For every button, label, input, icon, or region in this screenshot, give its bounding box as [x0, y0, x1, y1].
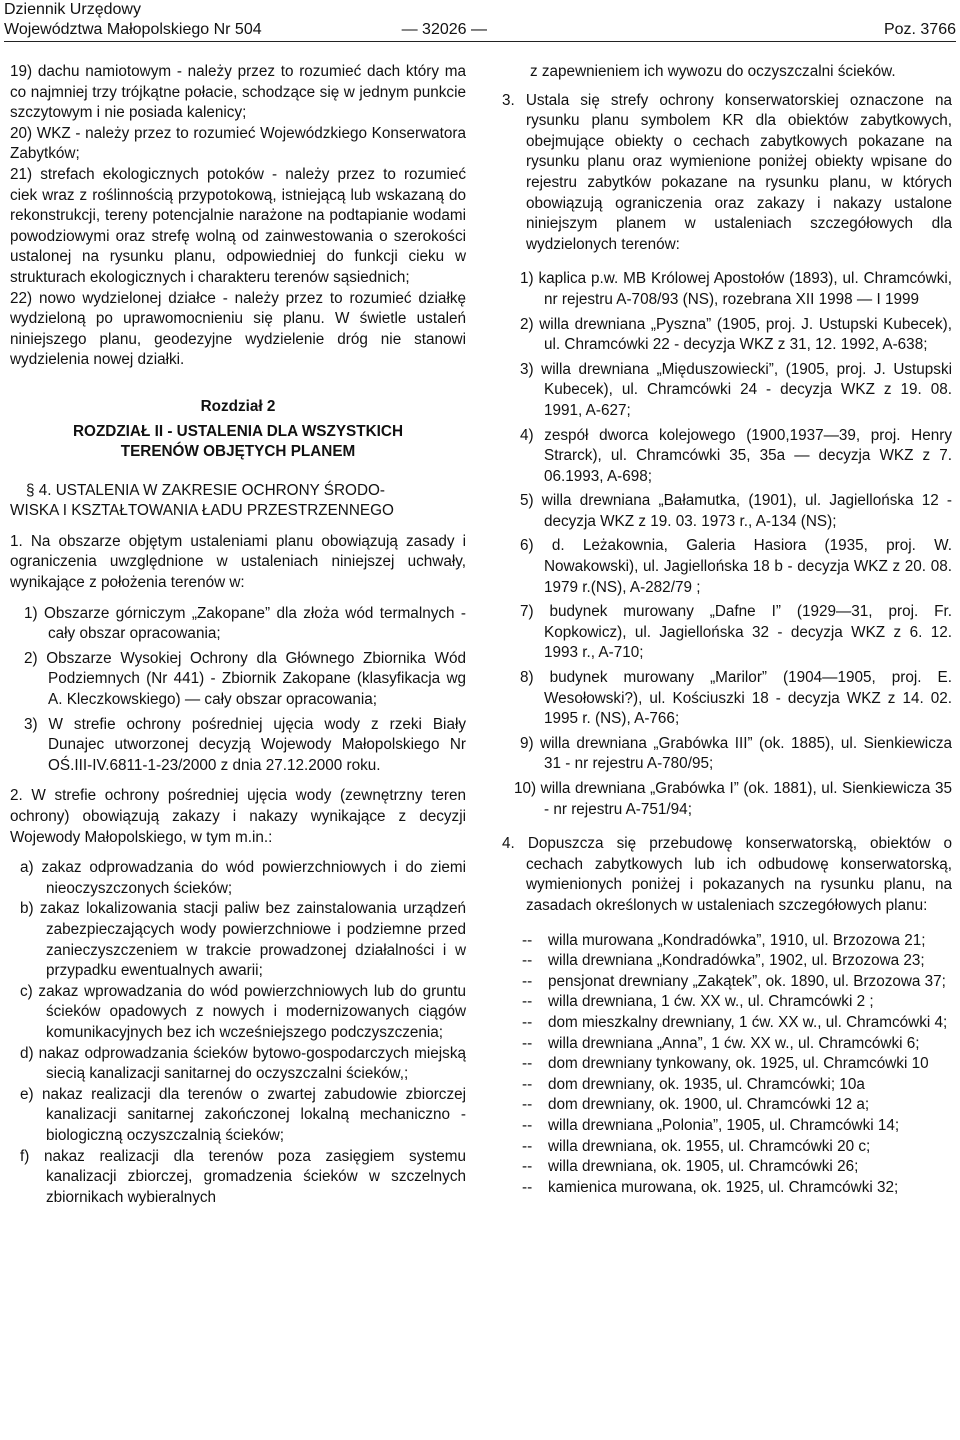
dash-marker: -- [522, 1096, 533, 1114]
list-item [500, 931, 952, 952]
dash-marker: -- [522, 1034, 533, 1052]
list-item-text: willa drewniana, ok. 1955, ul. Chramcówki 20 c; [548, 1137, 871, 1155]
left-column [10, 62, 466, 1208]
paragraph-3: 3. Ustala się strefy ochrony konserwatorskiej oznaczone na rysunku planu symbolem KR dla obiektów zabytkowych, obejmujące obiekty o cechach zabytkowych pokazane na rysunku planu oraz wymienione poniżej obiekty wpisane do rejestru zabytków pokazane na rysunku planu, w których obowiązują ograniczenia oraz zakazy i nakazy ustalone niniejszym planem w ustaleniach szczegółowych dla wydzielonych terenów: [502, 91, 952, 253]
paragraph-4: 4. Dopuszcza się przebudowę konserwatorską, obiektów o cechach zabytkowych lub ich odbudowę konserwatorską, wymienionych poniżej i pokazanych na rysunku planu, na zasadach określonych w ustaleniach szczegółowych planu: [502, 835, 952, 914]
dash-marker: -- [522, 1178, 533, 1196]
list-item: a) zakaz odprowadzania do wód powierzchniowych i do ziemi nieoczyszczonych ścieków; [20, 859, 466, 897]
dash-marker: -- [522, 993, 533, 1011]
list-item [500, 1095, 952, 1116]
paragraph-2: 2. W strefie ochrony pośredniej ujęcia wody (zewnętrzny teren ochrony) obowiązują zakazy i nakazy wynikające z decyzji Wojewody Małopolskiego, w tym m.in.: [10, 787, 466, 846]
list-item [500, 1013, 952, 1034]
chapter-number: Rozdział 2 [200, 397, 276, 415]
list-item: 4) zespół dworca kolejowego (1900,1937—39, proj. Henry Strarck), ul. Chramcówki 35, 35a — decyzja WKZ z 7. 06.1993, A-698; [520, 426, 952, 485]
paragraph-1: 1. Na obszarze objętym ustaleniami planu obowiązują zasady i ograniczenia uwzględnione w ustaleniach niniejszej uchwały, wynikające z położenia terenów w: [10, 532, 466, 592]
list-item-text: dom drewniany, ok. 1935, ul. Chramcówki; 10a [548, 1075, 865, 1093]
list-item: d) nakaz odprowadzania ścieków bytowo-gospodarczych miejską siecią kanalizacji sanitarnej do oczyszczalni ścieków,; [20, 1044, 466, 1083]
list-item: f) nakaz realizacji dla terenów poza zasięgiem systemu kanalizacji zbiorczej, gromadzenia ścieków w szczelnych zbiornikach wybieralnych [20, 1147, 466, 1206]
list-item [500, 1034, 952, 1055]
list-item [500, 951, 952, 972]
list-item-text: kamienica murowana, ok. 1925, ul. Chramcówki 32; [548, 1178, 899, 1196]
list-item [500, 972, 952, 993]
journal-title: Dziennik Urzędowy [4, 1, 141, 18]
list-item: 3) W strefie ochrony pośredniej ujęcia wody z rzeki Biały Dunajec utworzonej decyzją Wojewody Małopolskiego Nr OŚ.III-IV.6811-1-23/2000 z dnia 27.12.2000 roku. [24, 715, 466, 774]
list-item [500, 1137, 952, 1158]
list-item [500, 1075, 952, 1096]
list-item: 8) budynek murowany „Marilor” (1904—1905, proj. E. Wesołowski?), ul. Kościuszki 18 - decyzja WKZ z 14. 02. 1995 r. (NS), A-766; [520, 669, 952, 728]
page-number: — 32026 — [401, 21, 487, 38]
dash-marker: -- [522, 1055, 533, 1073]
list-item [500, 1054, 952, 1075]
list-item-text: willa drewniana, ok. 1905, ul. Chramcówki 26; [548, 1158, 859, 1176]
list-item: 9) willa drewniana „Grabówka III” (ok. 1885), ul. Sienkiewicza 31 - nr rejestru A-780/95; [520, 734, 952, 773]
right-column [500, 62, 952, 1198]
list-item [500, 1116, 952, 1137]
dash-marker: -- [522, 952, 533, 970]
list-item: b) zakaz lokalizowania stacji paliw bez zainstalowania urządzeń zabezpieczających wody powierzchniowe i podziemne przed zanieczyszczeniem w trakcie prowadzonej działalności i w przypadku ewentualnych awarii; [20, 900, 466, 980]
list-item-text: dom drewniany, ok. 1900, ul. Chramcówki 12 a; [548, 1096, 870, 1114]
list-item-text: willa murowana „Kondradówka”, 1910, ul. Brzozowa 21; [548, 931, 926, 949]
list-item: 6) d. Leżakownia, Galeria Hasiora (1935, proj. W. Nowakowski), ul. Jagiellońska 18 b - decyzja WKZ z 20. 08. 1979 r.(NS), A-282/79 ; [520, 537, 952, 596]
position-number: Poz. 3766 [883, 21, 956, 38]
dash-marker: -- [522, 972, 533, 990]
definition-20: 20) WKZ - należy przez to rozumieć Wojewódzkiego Konserwatora Zabytków; [10, 124, 466, 163]
list-item: 1) Obszarze górniczym „Zakopane” dla złoża wód termalnych - cały obszar opracowania; [24, 604, 466, 643]
section-heading: § 4. USTALENIA W ZAKRESIE OCHRONY ŚRODO- [26, 481, 385, 499]
list-item [500, 1178, 952, 1199]
dash-marker: -- [522, 1116, 533, 1134]
list-item-text: willa drewniana „Polonia”, 1905, ul. Chramcówki 14; [548, 1116, 900, 1134]
dash-marker: -- [522, 1075, 533, 1093]
chapter-title-line-2: TERENÓW OBJĘTYCH PLANEM [120, 443, 356, 461]
chapter-title: ROZDZIAŁ II - USTALENIA DLA WSZYSTKICH [73, 422, 403, 440]
definition-22: 22) nowo wydzielonej działce - należy przez to rozumieć działkę wydzieloną po uprawomocnieniu się planu. W świetle ustaleń niniejszego planu, geodezyjne wydzielenie dróg nie stanowi wydzielenia nowej działki. [10, 289, 466, 369]
definition-21: 21) strefach ekologicznych potoków - należy przez to rozumieć ciek wraz z roślinnością przypotokową, istniejącą lub wskazaną do rekonstrukcji, tereny potencjalnie narażone na podtapianie wodami powodziowymi oraz strefę wolną od zainwestowania o szerokości ustalonej na rysunku planu, odpowiedniej do funkcji cieku w strukturach ekologicznych i charakteru terenów sąsiednich; [10, 165, 466, 286]
section-heading-line-2: WISKA I KSZTAŁTOWANIA ŁADU PRZESTRZENNEGO [10, 502, 394, 520]
list-item [500, 992, 952, 1013]
header-rule [4, 41, 956, 42]
continuation-text: z zapewnieniem ich wywozu do oczyszczalni ścieków. [530, 63, 896, 80]
list-item-text: willa drewniana, 1 ćw. XX w., ul. Chramcówki 2 ; [548, 993, 874, 1011]
list-item-text: willa drewniana „Kondradówka”, 1902, ul. Brzozowa 23; [548, 952, 925, 970]
dash-marker: -- [522, 1158, 533, 1176]
list-item-text: willa drewniana „Anna”, 1 ćw. XX w., ul. Chramcówki 6; [548, 1034, 920, 1052]
list-item [500, 1157, 952, 1178]
list-item-text: dom mieszkalny drewniany, 1 ćw. XX w., ul. Chramcówki 4; [548, 1013, 948, 1031]
list-item: e) nakaz realizacji dla terenów o zwartej zabudowie zbiorczej kanalizacji sanitarnej zakończonej lokalną mechaniczno -biologiczną oczyszczalnią ścieków; [20, 1085, 466, 1144]
list-item: 1) kaplica p.w. MB Królowej Apostołów (1893), ul. Chramcówki, nr rejestru A-708/93 (NS), rozebrana XII 1998 — I 1999 [520, 270, 952, 308]
dash-marker: -- [522, 1137, 533, 1155]
list-item: 3) willa drewniana „Międuszowiecki”, (1905, proj. J. Ustupski Kubecek), ul. Chramcówki 24 - decyzja WKZ z 19. 08. 1991, A-627; [520, 360, 952, 419]
list-item-text: pensjonat drewniany „Zakątek”, ok. 1890, ul. Brzozowa 37; [548, 972, 946, 990]
definition-19: 19) dachu namiotowym - należy przez to rozumieć dach który ma co najmniej trzy trójkątne połacie, schodzące się w jednym punkcie szczytowym i nie posiada kalenicy; [10, 63, 466, 122]
dash-marker: -- [522, 1013, 533, 1031]
list-item: 2) willa drewniana „Pyszna” (1905, proj. J. Ustupski Kubecek), ul. Chramcówki 22 - decyzja WKZ z 31, 12. 1992, A-638; [520, 315, 952, 354]
dash-marker: -- [522, 931, 533, 949]
list-item: 2) Obszarze Wysokiej Ochrony dla Głównego Zbiornika Wód Podziemnych (Nr 441) - Zbiornik Zakopane (klasyfikacja wg A. Kleczkowskiego) — cały obszar opracowania; [24, 649, 466, 709]
voivodeship-issue: Województwa Małopolskiego Nr 504 [4, 21, 262, 38]
list-item-text: dom drewniany tynkowany, ok. 1925, ul. Chramcówki 10 [548, 1055, 929, 1073]
list-item: 5) willa drewniana „Bałamutka, (1901), ul. Jagiellońska 12 - decyzja WKZ z 19. 03. 1973 r., A-134 (NS); [520, 492, 952, 530]
list-item: 10) willa drewniana „Grabówka I” (ok. 1881), ul. Sienkiewicza 35 - nr rejestru A-751/94; [514, 780, 952, 818]
page-header [4, 0, 956, 40]
list-item: c) zakaz wprowadzania do wód powierzchniowych lub do gruntu ścieków opadowych z nowych i modernizowanych ciągów komunikacyjnych bez ich wcześniejszego podczyszczenia; [20, 982, 466, 1041]
list-item: 7) budynek murowany „Dafne I” (1929—31, proj. Fr. Kopkowicz), ul. Jagiellońska 32 - decyzja WKZ z 6. 12. 1993 r., A-710; [520, 603, 952, 662]
